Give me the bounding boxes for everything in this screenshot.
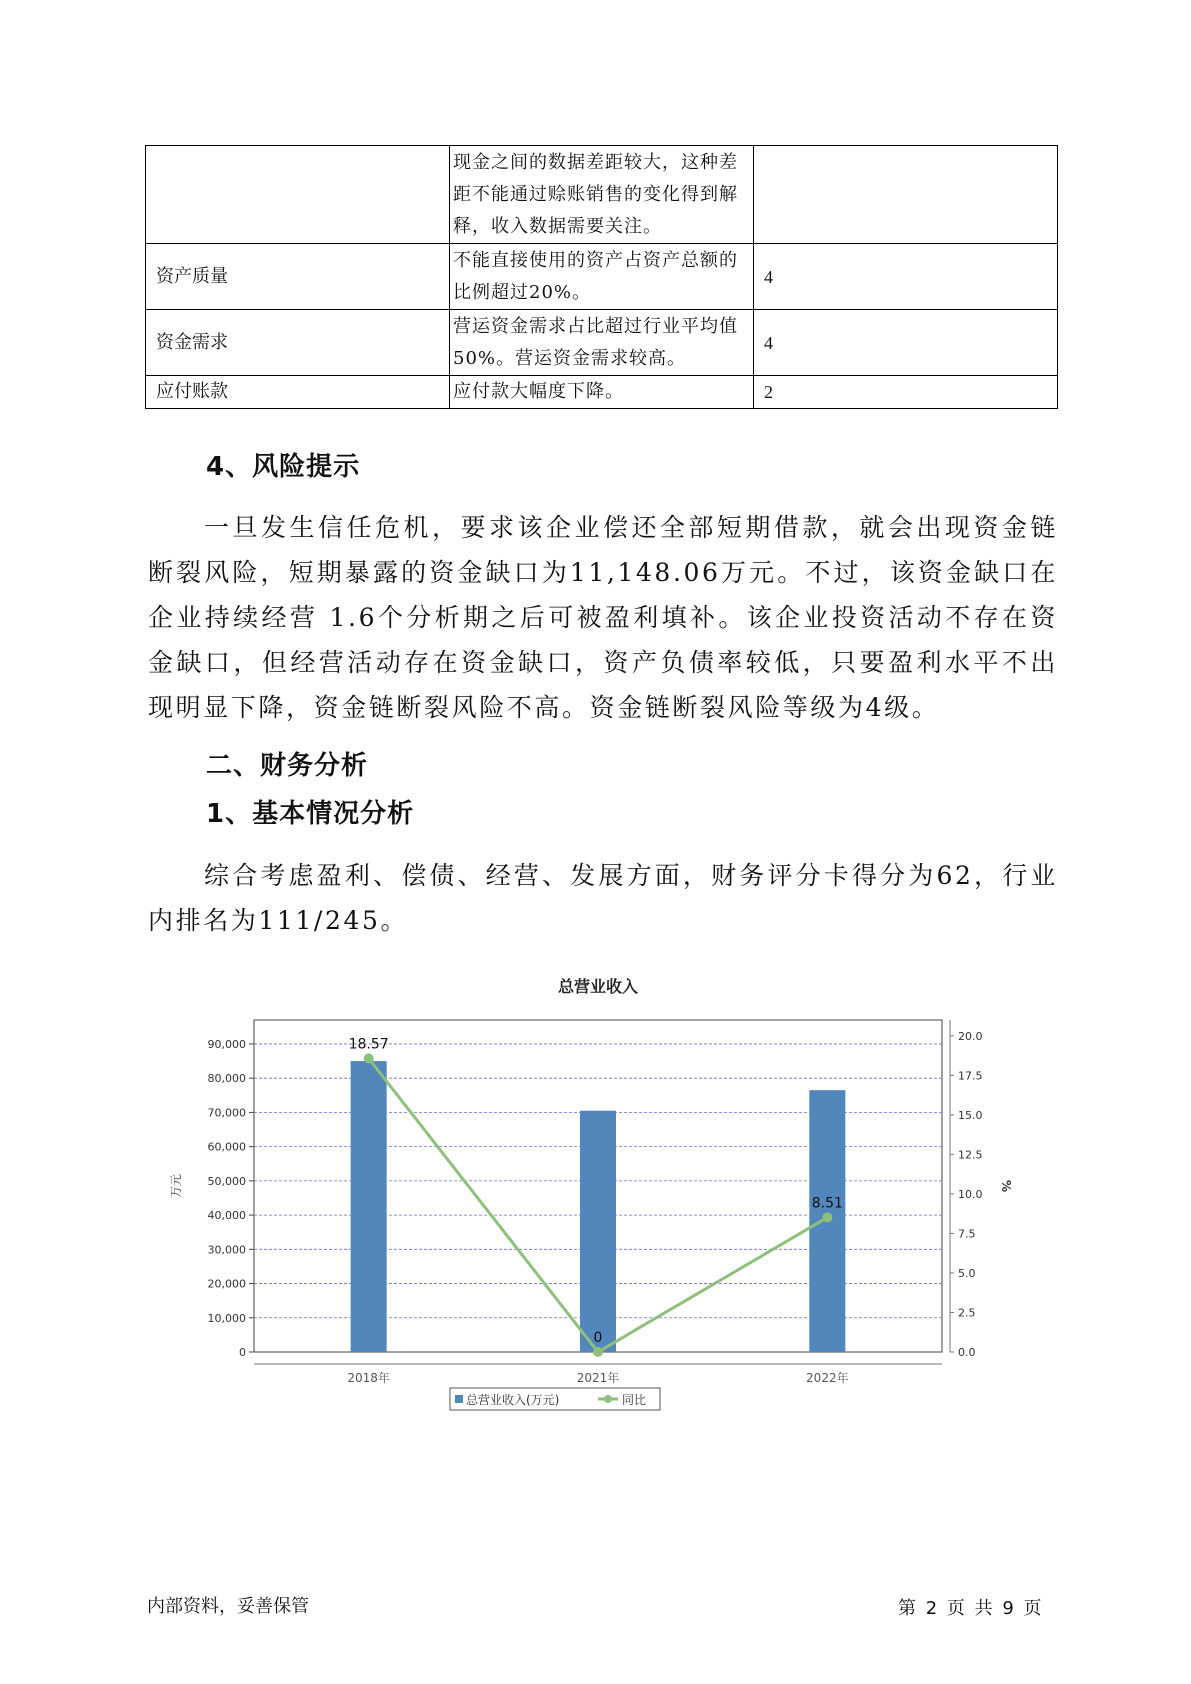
bar [580,1111,616,1352]
y2-tick-label: 10.0 [958,1187,983,1201]
risk-score-table [145,145,1058,409]
y2-tick-label: 15.0 [958,1108,983,1122]
table-row [146,310,1058,376]
y-tick-label: 10,000 [207,1311,246,1325]
y-tick-label: 0 [239,1346,246,1359]
y2-tick-label: 20.0 [958,1029,983,1043]
bar [351,1061,387,1352]
basic-analysis-heading: 1、基本情况分析 [206,799,415,829]
x-tick-label: 2022年 [806,1371,849,1385]
y2-tick-label: 17.5 [958,1069,983,1083]
yoy-data-label: 0 [593,1330,603,1346]
table-cell-score: 2 [754,376,1058,409]
table-cell-desc: 应付款大幅度下降。 [450,376,754,409]
legend-bar-swatch [455,1395,463,1403]
yoy-point [364,1053,374,1063]
y-tick-label: 20,000 [207,1277,246,1291]
table-cell-score [754,146,1058,244]
y-tick-label: 30,000 [207,1243,246,1257]
y2-axis-label: % [999,1179,1013,1193]
y-tick-label: 90,000 [207,1037,246,1051]
table-cell-label: 资产质量 [146,244,450,310]
yoy-point [822,1212,832,1222]
footer-confidential: 内部资料，妥善保管 [147,1596,309,1617]
legend-line-marker [604,1395,612,1403]
y2-tick-label: 5.0 [958,1266,976,1280]
table-cell-desc: 不能直接使用的资产占资产总额的比例超过20%。 [450,244,754,310]
table-cell-label [146,146,450,244]
y-tick-label: 50,000 [207,1174,246,1188]
y-tick-label: 40,000 [207,1209,246,1223]
y2-tick-label: 7.5 [958,1227,976,1241]
table-row [146,146,1058,244]
chart-title: 总营业收入 [557,977,639,996]
table-cell-score: 4 [754,310,1058,376]
y-tick-label: 80,000 [207,1072,246,1086]
legend-line-label: 同比 [622,1393,647,1407]
x-tick-label: 2018年 [347,1371,390,1385]
y-tick-label: 70,000 [207,1106,246,1120]
table-cell-label: 资金需求 [146,310,450,376]
table-cell-score: 4 [754,244,1058,310]
risk-heading: 4、风险提示 [206,452,361,482]
table-row [146,376,1058,409]
table-cell-label: 应付账款 [146,376,450,409]
y-tick-label: 60,000 [207,1140,246,1154]
risk-paragraph: 一旦发生信任危机，要求该企业偿还全部短期借款，就会出现资金链断裂风险，短期暴露的资金缺口为11,148.06万元。不过，该资金缺口在企业持续经营 1.6个分析期之后可被盈利填补。该企业投资活动不存在资金缺口，但经营活动存在资金缺口，资产负债率较低，只要盈利水平不出现明显下降，资金链断裂风险不高。资金链断裂风险等级为4级。 [148,513,1058,722]
footer-page-number: 第 2 页 共 9 页 [898,1598,1042,1619]
basic-analysis-paragraph: 综合考虑盈利、偿债、经营、发展方面，财务评分卡得分为62，行业内排名为111/245。 [148,861,1058,935]
table-cell-desc: 营运资金需求占比超过行业平均值50%。营运资金需求较高。 [450,310,754,376]
y2-tick-label: 2.5 [958,1306,976,1320]
finance-heading: 二、财务分析 [206,751,369,781]
revenue-chart [170,970,1030,1430]
yoy-data-label: 18.57 [348,1036,389,1053]
y2-tick-label: 0.0 [958,1346,976,1359]
table-row [146,244,1058,310]
yoy-data-label: 8.51 [811,1195,843,1212]
y-axis-label: 万元 [170,1173,183,1199]
table-cell-desc: 现金之间的数据差距较大，这种差距不能通过赊账销售的变化得到解释，收入数据需要关注。 [450,146,754,244]
x-tick-label: 2021年 [576,1371,620,1385]
y2-tick-label: 12.5 [958,1148,983,1162]
legend-bar-label: 总营业收入(万元) [466,1393,560,1407]
yoy-point [593,1347,603,1357]
